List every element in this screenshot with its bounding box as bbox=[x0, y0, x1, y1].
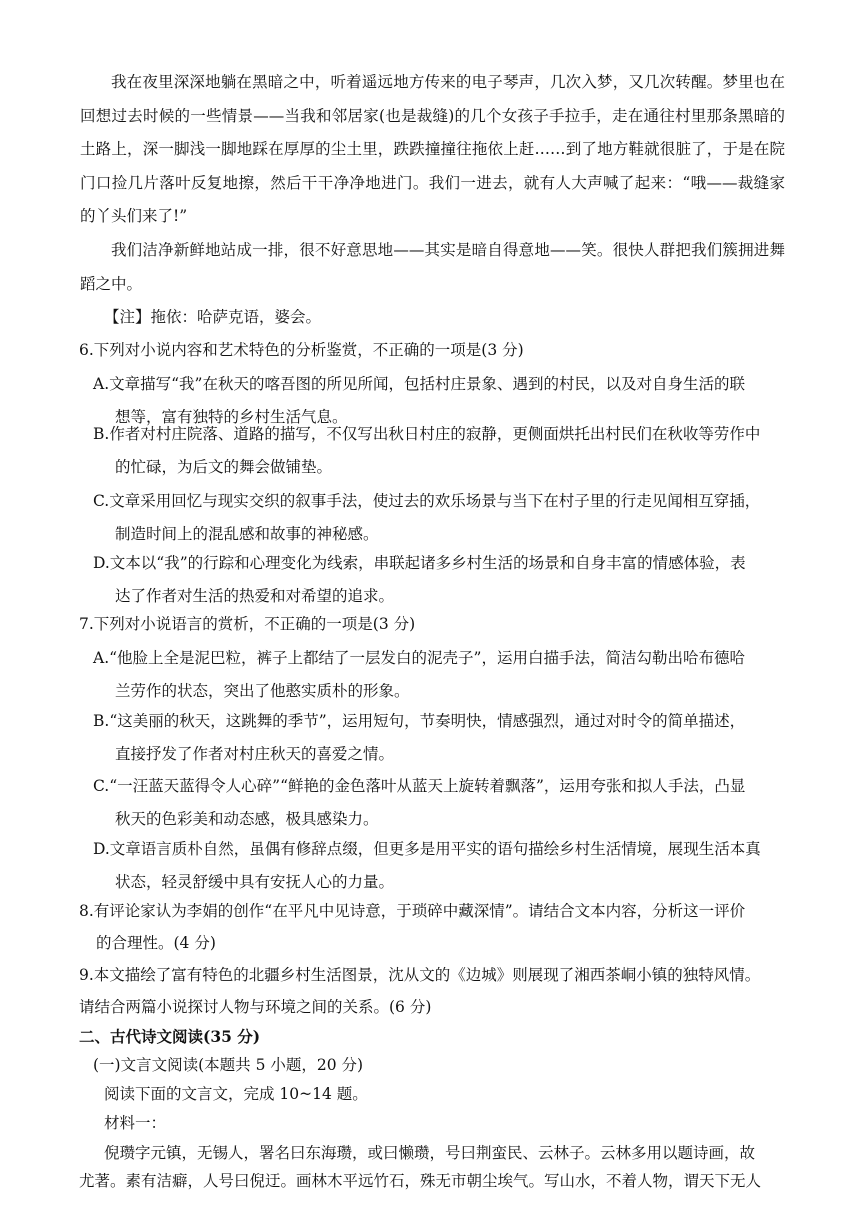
question-9-stem: 9.本文描绘了富有特色的北疆乡村生活图景，沈从文的《边城》则展现了湘西茶峒小镇的独特风情。 bbox=[79, 966, 761, 984]
passage-paragraph-2: 我们洁净新鲜地站成一排，很不好意思地——其实是暗自得意地——笑。很快人群把我们簇拥进舞蹈之中。 bbox=[80, 241, 785, 293]
passage-paragraph-1: 我在夜里深深地躺在黑暗之中，听着遥远地方传来的电子琴声，几次入梦，又几次转醒。梦里也在回想过去时候的一些情景——当我和邻居家(也是裁缝)的几个女孩子手拉手，走在通往村里那条黑暗的土路上，深一脚浅一脚地踩在厚厚的尘土里，跌跌撞撞往拖依上赶……到了地方鞋就很脏了，于是在院门口捡几片落叶反复地擦，然后干干净净地进门。我们一进去，就有人大声喊了起来：“哦——裁缝家的丫头们来了!” bbox=[80, 73, 785, 225]
classical-text-line-2: 尤著。素有洁癖，人号曰倪迂。画林木平远竹石，殊无市朝尘埃气。写山水，不着人物，谓天下无人 bbox=[79, 1172, 762, 1190]
question-7-option-b-cont: 直接抒发了作者对村庄秋天的喜爱之情。 bbox=[115, 745, 395, 763]
question-7-option-c-cont: 秋天的色彩美和动态感，极具感染力。 bbox=[115, 810, 379, 828]
question-6-option-c-cont: 制造时间上的混乱感和故事的神秘感。 bbox=[115, 525, 379, 543]
question-7-option-d: D.文章语言质朴自然，虽偶有修辞点缀，但更多是用平实的语句描绘乡村生活情境，展现生活本真 bbox=[93, 840, 761, 858]
section-heading: 二、古代诗文阅读(35 分) bbox=[79, 1027, 261, 1046]
annotation-note: 【注】拖依：哈萨克语，婆会。 bbox=[104, 308, 322, 326]
reading-instruction: 阅读下面的文言文，完成 10~14 题。 bbox=[104, 1085, 368, 1103]
question-7-option-b: B.“这美丽的秋天，这跳舞的季节”，运用短句，节奏明快，情感强烈，通过对时令的简单描述， bbox=[93, 712, 746, 730]
question-6-option-d-cont: 达了作者对生活的热爱和对希望的追求。 bbox=[115, 587, 395, 605]
question-7-option-d-cont: 状态，轻灵舒缓中具有安抚人心的力量。 bbox=[115, 873, 395, 891]
question-6-option-a-cont: 想等，富有独特的乡村生活气息。 bbox=[115, 408, 348, 426]
question-8-stem-cont: 的合理性。(4 分) bbox=[96, 934, 216, 952]
question-6-option-d: D.文本以“我”的行踪和心理变化为线索，串联起诸多乡村生活的场景和自身丰富的情感体验，表 bbox=[93, 554, 746, 572]
question-7-stem: 7.下列对小说语言的赏析，不正确的一项是(3 分) bbox=[79, 615, 416, 633]
question-7-option-a: A.“他脸上全是泥巴粒，裤子上都结了一层发白的泥壳子”，运用白描手法，简洁勾勒出哈布德哈 bbox=[93, 649, 745, 667]
question-9-stem-cont: 请结合两篇小说探讨人物与环境之间的关系。(6 分) bbox=[79, 998, 432, 1016]
question-6-option-b: B.作者对村庄院落、道路的描写，不仅写出秋日村庄的寂静，更侧面烘托出村民们在秋收等劳作中 bbox=[93, 425, 761, 443]
question-6-option-a: A.文章描写“我”在秋天的喀吾图的所见所闻，包括村庄景象、遇到的村民，以及对自身生活的联 bbox=[93, 375, 745, 393]
classical-text-line-1: 倪瓒字元镇，无锡人，署名曰东海瓒，或曰懒瓒，号曰荆蛮民、云林子。云林多用以题诗画，故 bbox=[104, 1144, 756, 1162]
material-label: 材料一： bbox=[104, 1114, 167, 1132]
question-6-option-c: C.文章采用回忆与现实交织的叙事手法，使过去的欢乐场景与当下在村子里的行走见闻相互穿插， bbox=[93, 492, 761, 510]
question-6-stem: 6.下列对小说内容和艺术特色的分析鉴赏，不正确的一项是(3 分) bbox=[79, 341, 524, 359]
subsection-heading: (一)文言文阅读(本题共 5 小题，20 分) bbox=[93, 1056, 364, 1074]
question-8-stem: 8.有评论家认为李娟的创作“在平凡中见诗意，于琐碎中藏深情”。请结合文本内容，分析这一评价 bbox=[79, 902, 746, 920]
question-6-option-b-cont: 的忙碌，为后文的舞会做铺垫。 bbox=[115, 458, 333, 476]
question-7-option-c: C.“一汪蓝天蓝得令人心碎”“鲜艳的金色落叶从蓝天上旋转着飘落”，运用夸张和拟人手法，凸显 bbox=[93, 777, 746, 795]
question-7-option-a-cont: 兰劳作的状态，突出了他憨实质朴的形象。 bbox=[115, 682, 410, 700]
